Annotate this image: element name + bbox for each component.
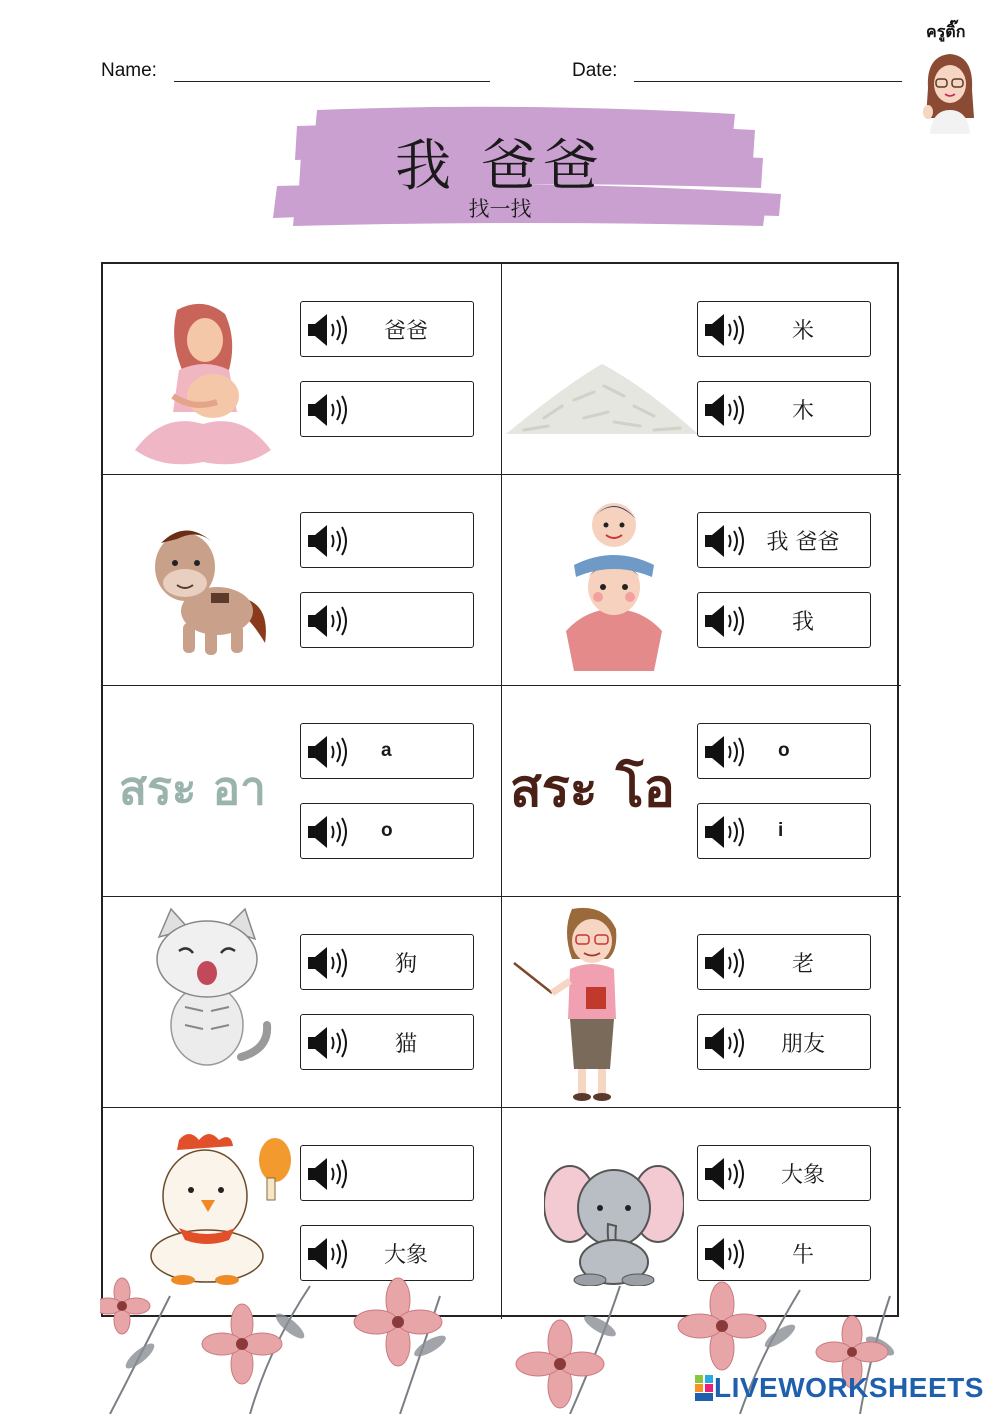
answer-option-label (345, 593, 467, 647)
cat-icon (145, 907, 273, 1073)
answer-option-box[interactable] (300, 1145, 474, 1201)
answer-option-box[interactable] (697, 934, 871, 990)
answer-option-box[interactable] (300, 723, 474, 779)
answer-option-box[interactable] (697, 803, 871, 859)
chicken-icon (143, 1130, 295, 1286)
answer-option-label: 老 (791, 951, 814, 977)
answer-option-box[interactable] (697, 1014, 871, 1070)
answer-option-box[interactable] (697, 1145, 871, 1201)
liveworksheets-logo (694, 1372, 984, 1404)
date-field[interactable] (634, 81, 902, 82)
answer-option-box[interactable] (697, 592, 871, 648)
name-field[interactable] (174, 81, 490, 82)
answer-option-label: 爸爸 (383, 318, 428, 344)
answer-option-box[interactable] (300, 1225, 474, 1281)
answer-option-label: 朋友 (780, 1031, 825, 1057)
grid-cell (502, 475, 901, 686)
thai-vowel-word: สระ โอ (510, 759, 675, 819)
horse-icon (147, 519, 273, 659)
answer-option-label: o (381, 820, 393, 841)
worksheet-subtitle: 找一找 (468, 197, 532, 221)
grid-cell (502, 686, 901, 897)
grid-cell (103, 264, 502, 475)
rice-pile-icon (504, 356, 700, 440)
liveworksheets-brand-text: LIVEWORKSHEETS (714, 1372, 984, 1403)
answer-option-box[interactable] (697, 301, 871, 357)
answer-grid (101, 262, 899, 1317)
answer-option-box[interactable] (300, 803, 474, 859)
answer-option-label: 大象 (780, 1162, 825, 1188)
answer-option-box[interactable] (300, 512, 474, 568)
answer-option-label: 狗 (394, 951, 417, 977)
answer-option-label: a (381, 740, 392, 761)
teacher-icon (512, 901, 638, 1103)
answer-option-box[interactable] (300, 592, 474, 648)
answer-option-label: 米 (791, 318, 814, 344)
answer-option-label (345, 382, 467, 436)
answer-option-box[interactable] (300, 381, 474, 437)
liveworksheets-badge-icon (694, 1374, 714, 1402)
answer-option-label (345, 513, 467, 567)
answer-option-label: 我 (791, 609, 814, 635)
worksheet-title: 我 爸爸 (395, 134, 605, 199)
answer-option-label: 木 (791, 398, 814, 424)
father-and-son-icon (556, 491, 672, 681)
answer-option-box[interactable] (697, 723, 871, 779)
grid-cell (103, 897, 502, 1108)
answer-option-label: 大象 (383, 1242, 428, 1268)
pregnant-woman-icon (133, 300, 273, 468)
teacher-name: ครูติ๊ก (926, 22, 966, 41)
answer-option-box[interactable] (300, 934, 474, 990)
grid-cell (502, 264, 901, 475)
answer-option-box[interactable] (697, 512, 871, 568)
thai-vowel-word: สระ อา (119, 761, 266, 815)
grid-cell (103, 475, 502, 686)
name-label: Name: (101, 60, 157, 81)
elephant-icon (544, 1158, 684, 1286)
answer-option-box[interactable] (697, 1225, 871, 1281)
date-label: Date: (572, 60, 618, 81)
grid-cell (502, 897, 901, 1108)
answer-option-label: i (778, 820, 784, 841)
answer-option-label: o (778, 740, 790, 761)
grid-cell (103, 686, 502, 897)
answer-option-label: 我 爸爸 (766, 529, 840, 555)
answer-option-label (345, 1146, 467, 1200)
answer-option-box[interactable] (300, 1014, 474, 1070)
answer-option-label: 牛 (791, 1242, 814, 1268)
answer-option-label: 猫 (394, 1031, 417, 1057)
answer-option-box[interactable] (697, 381, 871, 437)
answer-option-box[interactable] (300, 301, 474, 357)
